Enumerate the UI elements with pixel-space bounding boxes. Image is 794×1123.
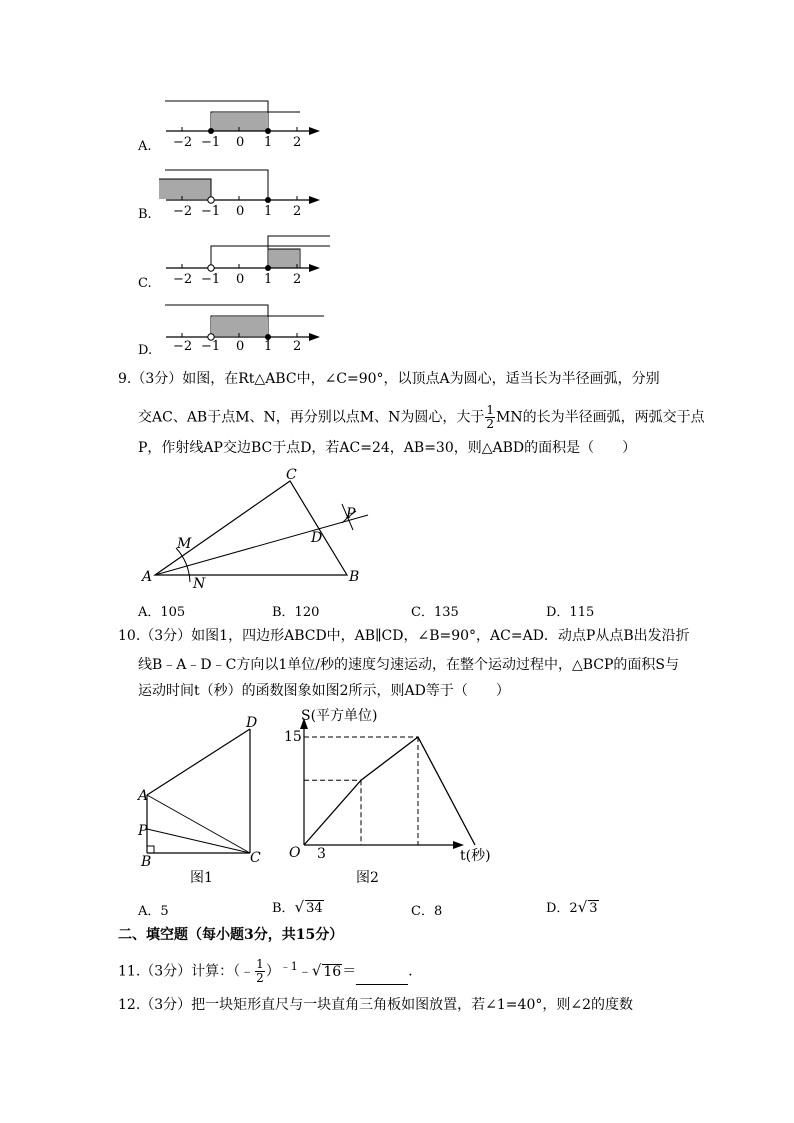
series-line [304, 737, 475, 845]
q11-end: ． [408, 963, 423, 980]
q10-line3: 运动时间t（秒）的函数图象如图2所示，则AD等于（ ） [138, 683, 510, 699]
q9-line3: P，作射线AP交边BC于点D，若AC=24，AB=30，则△ABD的面积是（ ） [138, 440, 637, 456]
q10-fig1-label-c: C [250, 850, 261, 866]
q12-line1: 12.（3分）把一块矩形直尺与一块直角三角板如图放置，若∠1=40°，则∠2的度数 [118, 997, 633, 1013]
q10-chart-xlabel: t(秒) [460, 848, 491, 864]
tick-label: 2 [293, 135, 302, 150]
tick-label: 1 [264, 135, 273, 150]
q10-choice-b-prefix: B． [272, 901, 295, 916]
q9-choice-b[interactable]: B．120 [272, 605, 320, 620]
q10-choice-a[interactable]: A．5 [138, 904, 169, 919]
q9-choice-a[interactable]: A．105 [138, 605, 186, 620]
tick-label: 0 [236, 135, 245, 150]
q10-fig1-label-p: P [138, 823, 148, 839]
q8-option-b-label[interactable]: B. [138, 207, 152, 222]
q8-option-c-label[interactable]: C. [138, 276, 152, 291]
tick-label: −1 [201, 135, 221, 150]
q9-choice-d[interactable]: D．115 [546, 605, 595, 620]
tick-label: −1 [201, 204, 221, 219]
q8-option-a-label[interactable]: A. [138, 139, 152, 154]
tick-label: 0 [236, 204, 245, 219]
tick-label: 0 [236, 339, 245, 354]
q10-chart-xtick-3: 3 [317, 846, 326, 862]
q11-exponent: ﹣1 [279, 960, 298, 973]
q10-fig1-label-a: A [138, 788, 149, 804]
q9-line1: 9.（3分）如图，在Rt△ABC中，∠C=90°，以顶点A为圆心，适当长为半径画弧，分别 [118, 371, 660, 387]
tick-label: 0 [236, 272, 245, 287]
fraction-numerator: 1 [256, 957, 264, 972]
q9-label-n: N [193, 576, 206, 592]
tick-label: −2 [173, 135, 193, 150]
q10-choice-d[interactable]: D．2√ 3 [546, 898, 598, 916]
q9-choice-c[interactable]: C．135 [411, 605, 459, 620]
tick-label: 2 [293, 204, 302, 219]
tick-label: 1 [264, 204, 273, 219]
q10-choice-c[interactable]: C．8 [411, 904, 443, 919]
tick-label: −2 [173, 204, 193, 219]
q10-line2: 线B﹣A﹣D﹣C方向以1单位/秒的速度匀速运动，在整个运动过程中，△BCP的面积S与 [138, 657, 679, 673]
tick-label: 1 [264, 339, 273, 354]
q11-fraction [255, 958, 265, 985]
fraction-denominator: 2 [486, 417, 495, 431]
q9-line2-pre: 交AC、AB于点M、N，再分别以点M、N为圆心，大于 [138, 409, 485, 426]
tick-label: 2 [293, 272, 302, 287]
q8-option-d-label[interactable]: D. [138, 343, 153, 358]
q9-label-m: M [177, 536, 192, 552]
q10-choice-d-prefix: D．2 [546, 901, 578, 916]
section-2-heading: 二、填空题（每小题3分，共15分） [118, 927, 344, 943]
q11-equals: ＝ [342, 963, 357, 980]
q10-fig1-label-b: B [141, 854, 152, 870]
q10-chart-ylabel: S(平方单位) [301, 708, 378, 724]
question-11: 11.（3分）计算：（﹣ $\frac{1}{2}$ ）$^{﹣1}$﹣√ 16＝ ． [118, 957, 423, 986]
tick-label: 2 [293, 339, 302, 354]
q9-label-d: D [311, 530, 323, 546]
tick-label: −1 [201, 339, 221, 354]
q11-mid: ） [265, 963, 280, 980]
q10-fig2-caption: 图2 [356, 870, 379, 886]
tick-label: −1 [201, 272, 221, 287]
q9-label-a: A [142, 569, 153, 585]
q9-label-p: P [346, 506, 356, 522]
tick-label: −2 [173, 272, 193, 287]
q10-fig1-caption: 图1 [190, 870, 213, 886]
q11-radicand: 16 [323, 963, 342, 980]
q10-fig1-label-d: D [246, 715, 258, 731]
q10-choice-d-radicand: 3 [589, 901, 598, 916]
q11-prefix: 11.（3分）计算：（﹣ [118, 963, 255, 980]
q10-chart-origin: O [289, 845, 301, 861]
q11-answer-blank[interactable] [356, 970, 408, 985]
q11-minus: ﹣ [297, 963, 312, 980]
q10-line1: 10.（3分）如图1，四边形ABCD中，AB∥CD，∠B=90°，AC=AD．动点P从点B出发沿折 [118, 628, 690, 644]
fraction-denominator: 2 [256, 971, 264, 986]
q10-chart-ytick-15: 15 [284, 729, 302, 745]
q9-label-c: C [286, 467, 297, 483]
q9-line2-post: MN的长为半径画弧，两弧交于点 [496, 409, 705, 426]
q10-choice-b[interactable]: B．√ 34 [272, 898, 323, 916]
q9-label-b: B [349, 569, 360, 585]
tick-label: 1 [264, 272, 273, 287]
q10-choice-b-radicand: 34 [306, 901, 323, 916]
fraction-numerator: 1 [486, 403, 495, 417]
tick-label: −2 [173, 339, 193, 354]
